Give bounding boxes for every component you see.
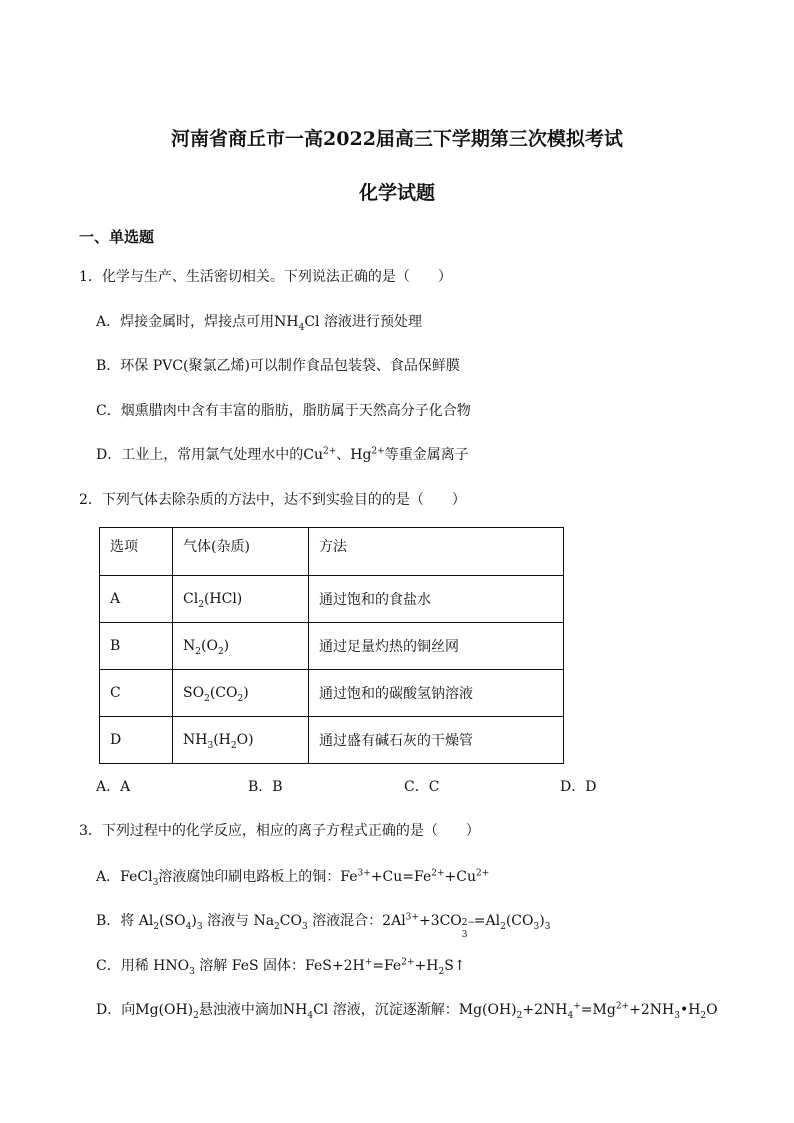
table-header-cell: 方法 <box>309 528 564 576</box>
table-cell: C <box>100 670 173 717</box>
table-row <box>100 670 564 717</box>
page-title: 河南省商丘市一高2022届高三下学期第三次模拟考试 <box>171 128 623 150</box>
q3-option-c: C．用稀 $HNO_3$ 溶解 FeS 固体：$FeS+2H^+=Fe^{2+}+H_2S↑$ <box>96 957 466 977</box>
table-cell: B <box>100 623 173 670</box>
table-cell-gas: $Cl_2(HCl)$ <box>173 576 309 623</box>
table-row <box>100 623 564 670</box>
q2-answer-b: B．B <box>248 779 283 795</box>
section-heading: 一、单选题 <box>79 228 155 246</box>
table-cell: D <box>100 717 173 764</box>
page-subtitle: 化学试题 <box>358 182 435 204</box>
q1-option-a: A．焊接金属时，焊接点可用$NH_4Cl$ 溶液进行预处理 <box>96 314 422 333</box>
q3-stem: 3．下列过程中的化学反应，相应的离子方程式正确的是（ ） <box>79 823 480 839</box>
table-row <box>100 717 564 764</box>
table-cell: 通过饱和的碳酸氢钠溶液 <box>309 670 564 717</box>
q2-table <box>99 527 564 764</box>
table-cell-gas: $NH_3(H_2O)$ <box>173 717 309 764</box>
q2-stem: 2．下列气体去除杂质的方法中，达不到实验目的的是（ ） <box>79 492 466 508</box>
table-header-cell: 选项 <box>100 528 173 576</box>
q1-option-b: B．环保 PVC(聚氯乙烯)可以制作食品包装袋、食品保鲜膜 <box>96 358 460 374</box>
table-cell-gas: $N_2(O_2)$ <box>173 623 309 670</box>
q3-option-d: D．向$Mg(OH)_2$悬浊液中滴加$NH_4Cl$ 溶液，沉淀逐渐解：$Mg(OH)_2+2NH_4^+=Mg^{2+}+2NH_3•H_2O$ <box>96 1001 718 1021</box>
table-row <box>100 576 564 623</box>
table-cell: 通过饱和的食盐水 <box>309 576 564 623</box>
q2-answer-c: C．C <box>404 779 440 795</box>
q2-answer-a: A．A <box>96 779 131 795</box>
q1-option-c: C．烟熏腊肉中含有丰富的脂肪，脂肪属于天然高分子化合物 <box>96 403 471 419</box>
table-cell: 通过盛有碱石灰的干燥管 <box>309 717 564 764</box>
table-header-cell: 气体(杂质) <box>173 528 309 576</box>
table-header-row <box>100 528 564 576</box>
table-cell: 通过足量灼热的铜丝网 <box>309 623 564 670</box>
table-cell-gas: $SO_2(CO_2)$ <box>173 670 309 717</box>
q3-option-b: B．将 $Al_2(SO_4)_3$ 溶液与 $Na_2CO_3$ 溶液混合：$2Al^{3+}+3CO$ 2− 3 $=Al_2(CO_3)_3$ <box>96 912 551 940</box>
q1-stem: 1．化学与生产、生活密切相关。下列说法正确的是（ ） <box>79 269 452 285</box>
table-cell: A <box>100 576 173 623</box>
q1-option-d: D．工业上，常用氯气处理水中的$Cu^{2+}$、$Hg^{2+}$等重金属离子 <box>96 446 469 463</box>
q3-option-a: A．FeCl$_3$溶液腐蚀印刷电路板上的铜：$Fe^{3+}+Cu=Fe^{2+}+Cu^{2+}$ <box>96 868 490 888</box>
q2-answer-d: D．D <box>560 779 597 795</box>
